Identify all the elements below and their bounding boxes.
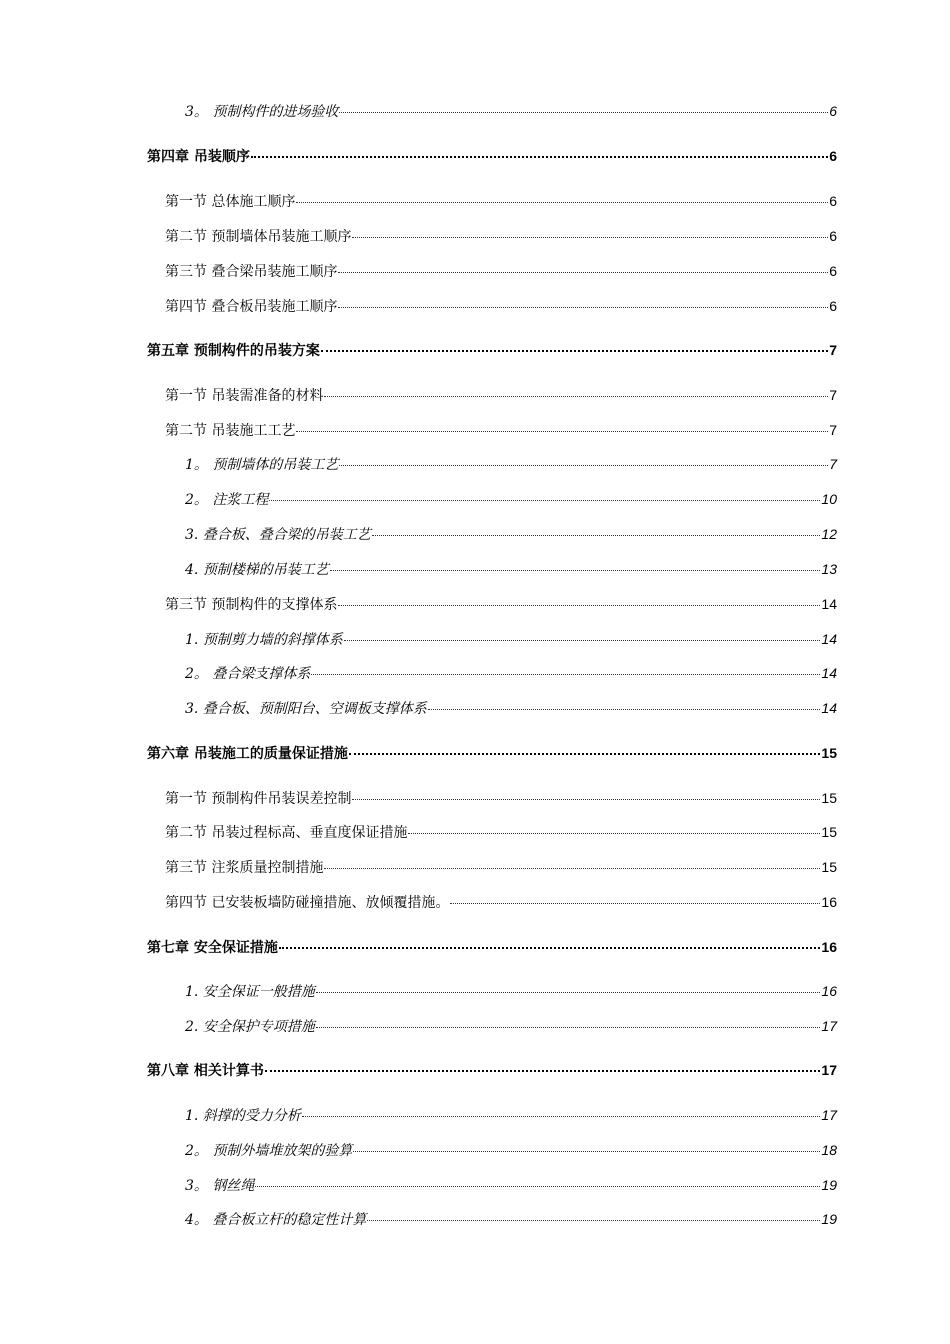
toc-entry-item[interactable] xyxy=(185,663,837,683)
toc-entry-title: 第一节 吊装需准备的材料 xyxy=(165,388,324,404)
toc-entry-section[interactable] xyxy=(165,420,837,440)
dot-leader xyxy=(265,1070,821,1072)
toc-entry-title: 2. 安全保护专项措施 xyxy=(185,1019,315,1035)
toc-entry-item[interactable] xyxy=(185,1140,837,1160)
toc-entry-title: 1。 预制墙体的吊装工艺 xyxy=(185,457,339,473)
toc-entry-title: 第四节 叠合板吊装施工顺序 xyxy=(165,299,338,315)
toc-page-number: 10 xyxy=(821,491,837,507)
toc-page-number: 19 xyxy=(821,1211,837,1227)
dot-leader xyxy=(324,396,828,397)
toc-entry-section[interactable] xyxy=(165,191,837,211)
dot-leader xyxy=(321,350,828,352)
toc-page-number: 18 xyxy=(821,1142,837,1158)
toc-page-number: 14 xyxy=(821,631,837,647)
toc-page-number: 15 xyxy=(821,824,837,840)
toc-page-number: 7 xyxy=(829,422,837,438)
toc-page-number: 14 xyxy=(821,700,837,716)
toc-page-number: 17 xyxy=(821,1107,837,1123)
toc-entry-item[interactable] xyxy=(185,101,837,121)
toc-page-number: 16 xyxy=(821,939,837,955)
toc-page-number: 6 xyxy=(829,263,837,279)
toc-entry-title: 第三节 叠合梁吊装施工顺序 xyxy=(165,264,338,280)
dot-leader xyxy=(372,535,821,536)
dot-leader xyxy=(316,1027,821,1028)
toc-page-number: 7 xyxy=(829,387,837,403)
toc-entry-item[interactable] xyxy=(185,1175,837,1195)
toc-page-number: 13 xyxy=(821,561,837,577)
toc-page-number: 7 xyxy=(829,342,837,358)
toc-entry-title: 3。 钢丝绳 xyxy=(185,1178,255,1194)
toc-entry-item[interactable] xyxy=(185,981,837,1001)
toc-entry-title: 4. 预制楼梯的吊装工艺 xyxy=(185,562,329,578)
toc-entry-section[interactable] xyxy=(165,822,837,842)
dot-leader xyxy=(338,272,828,273)
toc-page-number: 6 xyxy=(829,103,837,119)
toc-entry-section[interactable] xyxy=(165,857,837,877)
toc-entry-title: 2。 叠合梁支撑体系 xyxy=(185,666,311,682)
toc-page-number: 16 xyxy=(821,894,837,910)
toc-page-number: 6 xyxy=(829,193,837,209)
dot-leader xyxy=(344,640,821,641)
dot-leader xyxy=(302,1116,821,1117)
toc-entry-item[interactable] xyxy=(185,1016,837,1036)
toc-entry-item[interactable] xyxy=(185,1105,837,1125)
toc-entry-title: 第三节 预制构件的支撑体系 xyxy=(165,597,338,613)
dot-leader xyxy=(311,674,820,675)
toc-page-number: 17 xyxy=(821,1062,837,1078)
dot-leader xyxy=(330,570,821,571)
toc-entry-section[interactable] xyxy=(165,226,837,246)
toc-entry-title: 第三节 注浆质量控制措施 xyxy=(165,860,324,876)
dot-leader xyxy=(352,237,828,238)
toc-entry-item[interactable] xyxy=(185,629,837,649)
toc-entry-title: 1. 斜撑的受力分析 xyxy=(185,1108,301,1124)
toc-entry-title: 第五章 预制构件的吊装方案 xyxy=(147,343,320,359)
dot-leader xyxy=(428,709,821,710)
toc-entry-title: 3。 预制构件的进场验收 xyxy=(185,104,339,120)
toc-page-number: 12 xyxy=(821,526,837,542)
dot-leader xyxy=(269,500,820,501)
toc-entry-item[interactable] xyxy=(185,454,837,474)
toc-entry-chapter[interactable] xyxy=(147,937,837,957)
toc-entry-section[interactable] xyxy=(165,261,837,281)
toc-page-number: 7 xyxy=(829,456,837,472)
toc-entry-title: 第六章 吊装施工的质量保证措施 xyxy=(147,746,348,762)
dot-leader xyxy=(367,1220,820,1221)
dot-leader xyxy=(450,903,820,904)
toc-entry-title: 4。 叠合板立杆的稳定性计算 xyxy=(185,1212,367,1228)
toc-entry-title: 第二节 吊装施工工艺 xyxy=(165,423,296,439)
toc-page-number: 19 xyxy=(821,1177,837,1193)
dot-leader xyxy=(279,947,821,949)
toc-entry-chapter[interactable] xyxy=(147,146,837,166)
toc-entry-title: 1. 安全保证一般措施 xyxy=(185,984,315,1000)
toc-entry-section[interactable] xyxy=(165,594,837,614)
toc-entry-title: 3. 叠合板、叠合梁的吊装工艺 xyxy=(185,527,371,543)
toc-entry-title: 第八章 相关计算书 xyxy=(147,1063,264,1079)
toc-page-number: 14 xyxy=(821,596,837,612)
toc-entry-title: 第四章 吊装顺序 xyxy=(147,149,250,165)
dot-leader xyxy=(352,799,820,800)
toc-entry-title: 第四节 已安装板墙防碰撞措施、放倾覆措施。 xyxy=(165,895,450,911)
dot-leader xyxy=(408,833,820,834)
toc-entry-title: 3. 叠合板、预制阳台、空调板支撑体系 xyxy=(185,701,427,717)
dot-leader xyxy=(338,307,828,308)
dot-leader xyxy=(349,753,821,755)
toc-page-number: 6 xyxy=(829,298,837,314)
dot-leader xyxy=(339,112,828,113)
toc-entry-section[interactable] xyxy=(165,788,837,808)
toc-entry-item[interactable] xyxy=(185,698,837,718)
toc-entry-title: 2。 预制外墙堆放架的验算 xyxy=(185,1143,353,1159)
toc-entry-title: 第二节 吊装过程标高、垂直度保证措施 xyxy=(165,825,408,841)
toc-entry-title: 2。 注浆工程 xyxy=(185,492,269,508)
toc-entry-title: 第一节 总体施工顺序 xyxy=(165,194,296,210)
toc-entry-title: 第七章 安全保证措施 xyxy=(147,940,278,956)
toc-page-number: 15 xyxy=(821,790,837,806)
toc-entry-chapter[interactable] xyxy=(147,743,837,763)
dot-leader xyxy=(353,1151,820,1152)
toc-entry-item[interactable] xyxy=(185,489,837,509)
toc-entry-section[interactable] xyxy=(165,385,837,405)
toc-page-number: 16 xyxy=(821,983,837,999)
toc-page-number: 15 xyxy=(821,745,837,761)
toc-entry-item[interactable] xyxy=(185,524,837,544)
toc-entry-title: 第二节 预制墙体吊装施工顺序 xyxy=(165,229,352,245)
toc-entry-title: 第一节 预制构件吊装误差控制 xyxy=(165,791,352,807)
toc-entry-section[interactable] xyxy=(165,296,837,316)
dot-leader xyxy=(316,992,821,993)
toc-entry-chapter[interactable] xyxy=(147,340,837,360)
toc-entry-item[interactable] xyxy=(185,559,837,579)
dot-leader xyxy=(255,1186,820,1187)
toc-entry-item[interactable] xyxy=(185,1209,837,1229)
toc-page-number: 6 xyxy=(829,228,837,244)
toc-page-number: 6 xyxy=(829,148,837,164)
toc-page-number: 14 xyxy=(821,665,837,681)
dot-leader xyxy=(338,605,820,606)
toc-entry-title: 1. 预制剪力墙的斜撑体系 xyxy=(185,632,343,648)
toc-entry-chapter[interactable] xyxy=(147,1060,837,1080)
toc-page-number: 17 xyxy=(821,1018,837,1034)
dot-leader xyxy=(324,868,820,869)
toc-page-number: 15 xyxy=(821,859,837,875)
toc-entry-section[interactable] xyxy=(165,892,837,912)
dot-leader xyxy=(296,431,828,432)
dot-leader xyxy=(339,465,828,466)
dot-leader xyxy=(296,202,828,203)
dot-leader xyxy=(251,156,828,158)
